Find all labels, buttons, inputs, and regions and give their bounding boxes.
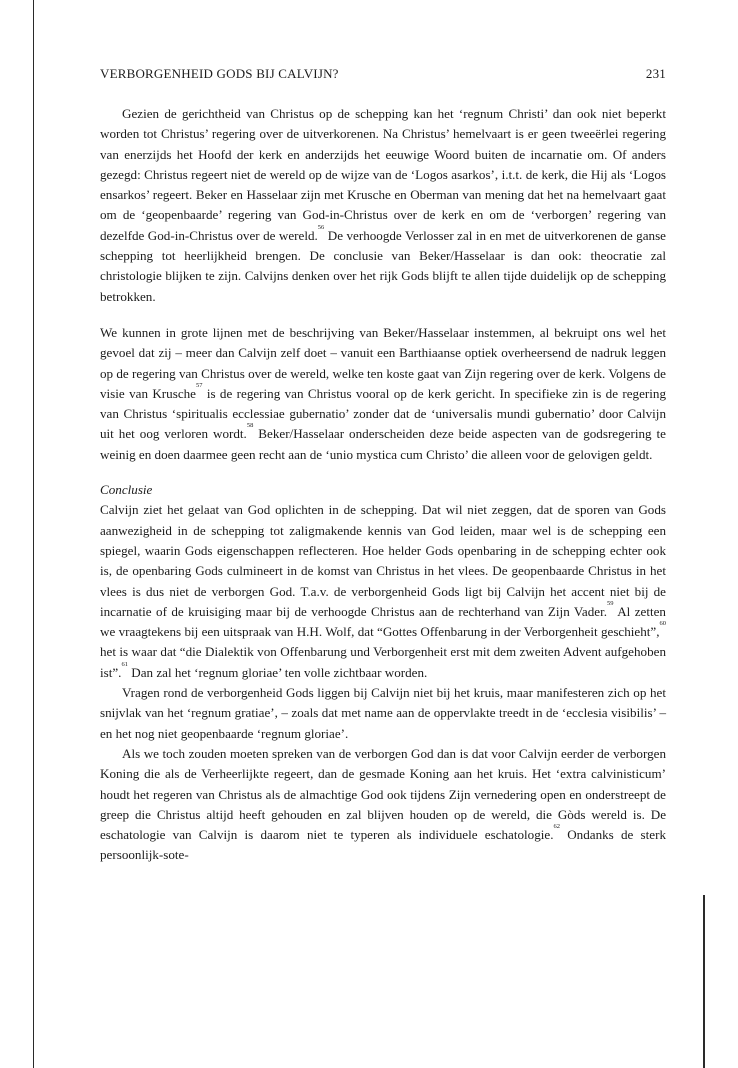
paragraph-1-text-b: De verhoogde Verlosser zal in en met de uitverkorenen de ganse schepping tot heerlijkheid brengen. De conclusie van Beker/Hasselaar is dan ook: theocratie zal christologie blijken te zijn. Calvijns denken over het rijk Gods blijft te allen tijde duidelijk op de schepping betrokken. — [100, 227, 666, 304]
page-number: 231 — [645, 66, 666, 81]
paragraph-3-text-a: Calvijn ziet het gelaat van God oplichten in de schepping. Dat wil niet zeggen, dat de sporen van Gods aanwezigheid in de schepping tot zaligmakende kennis van God leiden, maar wel is de schepping een spiegel, waarin Gods eigenschappen reflecteren. Hoe helder Gods openbaring in de schepping echter ook is, de openbaring Gods culmineert in de komst van Christus in het vlees. De geopenbaarde Christus in het vlees is dus niet de verborgen God. T.a.v. de verborgenheid Gods ligt bij Calvijn het accent niet bij de incarnatie of de kruisiging maar bij de verhoogde Christus aan de rechterhand van Zijn Vader. — [100, 502, 666, 619]
page-content — [100, 66, 666, 866]
paragraph-5 — [100, 744, 666, 866]
running-head-title: VERBORGENHEID GODS BIJ CALVIJN? — [100, 66, 339, 81]
footnote-ref-59: 59 — [607, 599, 614, 607]
running-head — [100, 66, 666, 82]
footnote-ref-60: 60 — [659, 620, 666, 628]
paragraph-2-text-c: Beker/Hasselaar onderscheiden deze beide aspecten van de godsregering te weinig en doen daarmee geen recht aan de ‘unio mystica cum Christo’ die alleen voor de gelovigen geldt. — [100, 426, 666, 462]
paragraph-5-text-b: Ondanks de sterk persoonlijk-sote- — [100, 827, 666, 863]
paragraph-3-text-b: Al zetten we vraagtekens bij een uitspraak van H.H. Wolf, dat “Gottes Offenbarung in der Verborgenheit geschieht”, — [100, 603, 666, 640]
section-heading-conclusie: Conclusie — [100, 482, 153, 498]
paragraph-3-text-c: het is waar dat “die Dialektik von Offenbarung und Verborgenheit erst mit dem zweiten Advent aufgehoben ist”. — [100, 644, 666, 680]
footnote-ref-58: 58 — [246, 422, 254, 430]
footnote-ref-57: 57 — [195, 381, 203, 389]
paragraph-3 — [100, 500, 666, 683]
paragraph-2-text-a: We kunnen in grote lijnen met de beschrijving van Beker/Hasselaar instemmen, al bekruipt ons wel het gevoel dat zij – meer dan Calvijn zelf doet – vanuit een Barthiaanse optiek overheersend de nadruk leggen op de regering van Christus over de wereld, welke ten koste gaat van Zijn regering over de kerk. Volgens de visie van Krusche — [100, 324, 666, 401]
page-right-edge-line — [703, 895, 705, 1068]
paragraph-1-text-a: Gezien de gerichtheid van Christus op de schepping kan het ‘regnum Christi’ dan ook niet beperkt worden tot Christus’ regering over de uitverkorenen. Na Christus’ hemelvaart is er geen tweeërlei regering van enerzijds het Hoofd der kerk en anderzijds het eeuwige Woord buiten de incarnatie om. Of anders gezegd: Christus regeert niet de wereld op de wijze van de ‘Logos asarkos’, i.t.t. de kerk, die Hij als ‘Logos ensarkos’ regeert. Beker en Hasselaar zijn met Krusche en Oberman van mening dat het na hemelvaart gaat om de ‘geopenbaarde’ regering van God-in-Christus over de kerk en om de ‘verborgen’ regering van dezelfde God-in-Christus over de wereld. — [100, 106, 666, 243]
paragraph-2-text-b: is de regering van Christus vooral op de kerk gericht. In specifieke zin is de regering van Christus ‘spiritualis ecclessiae gubernatio’ zonder dat de ‘universalis mundi gubernatio’ door Calvijn uit het oog verloren wordt. — [100, 385, 666, 442]
footnote-ref-62: 62 — [553, 823, 560, 831]
footnote-ref-61: 61 — [121, 660, 128, 668]
paragraph-3-text-d: Dan zal het ‘regnum gloriae’ ten volle zichtbaar worden. — [127, 664, 428, 680]
paragraph-1 — [100, 104, 666, 307]
page-left-edge-line — [33, 0, 34, 1068]
footnote-ref-56: 56 — [317, 223, 325, 231]
paragraph-4: Vragen rond de verborgenheid Gods liggen bij Calvijn niet bij het kruis, maar manifesteren zich op het snijvlak van het ‘regnum gratiae’, – zoals dat met name aan de oppervlakte treedt in de ‘ecclesia visibilis’ – en het nog niet geopenbaarde ‘regnum gloriae’. — [100, 685, 666, 741]
paragraph-5-text-a: Als we toch zouden moeten spreken van de verborgen God dan is dat voor Calvijn eerder de verborgen Koning die als de Verheerlijkte regeert, dan de gesmade Koning aan het kruis. Het ‘extra calvinisticum’ houdt het regeren van Christus als de almachtige God ook tijdens Zijn vernedering open en onderstreept de greep die Christus altijd heeft gehouden en zal blijven houden op de wereld, die Gòds wereld is. De eschatologie van Calvijn is daarom niet te typeren als individuele eschatologie. — [100, 745, 666, 843]
paragraph-2 — [100, 323, 666, 465]
